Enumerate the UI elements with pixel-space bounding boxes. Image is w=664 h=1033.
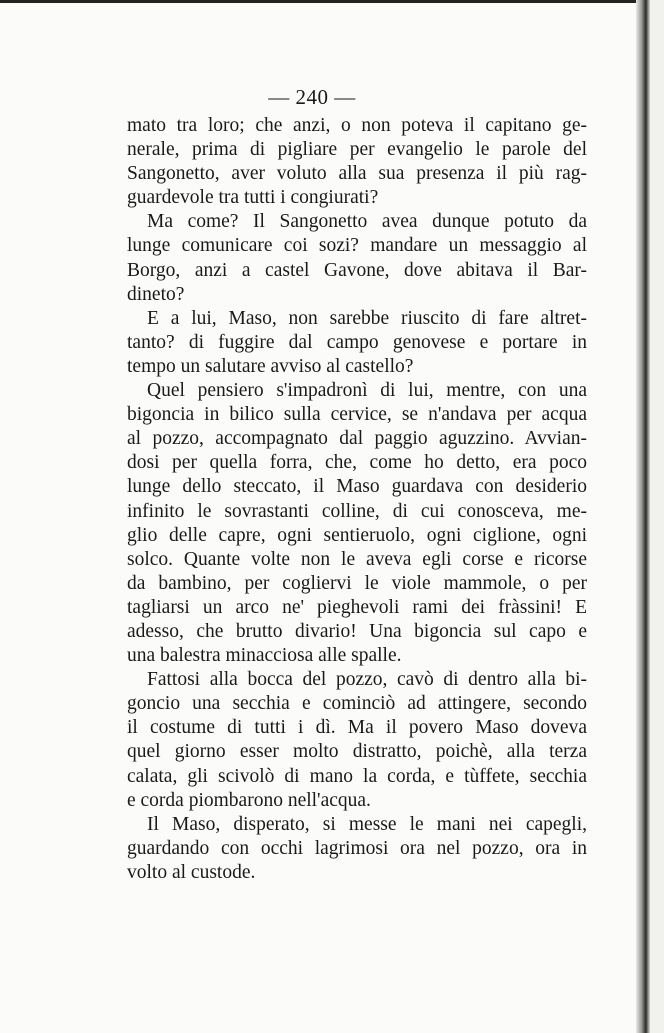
text-line: Il Maso, disperato, si messe le mani nei capegli,: [147, 813, 587, 835]
text-line: guardevole tra tutti i congiurati?: [127, 187, 379, 209]
scan-margin: [650, 0, 664, 1033]
text-line: al pozzo, accompagnato dal paggio aguzzino. Avvian-: [127, 428, 587, 450]
text-line: tagliarsi un arco ne' pieghevoli rami dei fràssini! E: [127, 596, 587, 618]
text-line: Borgo, anzi a castel Gavone, dove abitava il Bar-: [127, 259, 587, 281]
text-line: E a lui, Maso, non sarebbe riuscito di fare altret-: [147, 307, 587, 329]
text-line: quel giorno esser molto distratto, poichè, alla terza: [127, 741, 587, 763]
text-line: nerale, prima di pigliare per evangelio le parole del: [127, 139, 587, 161]
text-line: volto al custode.: [127, 861, 256, 883]
text-line: il costume di tutti i dì. Ma il povero Maso doveva: [127, 717, 587, 739]
text-line: e corda piombarono nell'acqua.: [127, 789, 371, 811]
text-line: Sangonetto, aver voluto alla sua presenza il più rag-: [127, 163, 587, 185]
text-line: bigoncia in bilico sulla cervice, se n'andava per acqua: [127, 404, 587, 426]
text-line: lunge dello steccato, il Maso guardava con desiderio: [127, 476, 587, 498]
text-line: goncio una secchia e cominciò ad attingere, secondo: [127, 693, 587, 715]
text-line: Fattosi alla bocca del pozzo, cavò di dentro alla bi-: [147, 669, 587, 691]
text-line: Ma come? Il Sangonetto avea dunque potuto da: [147, 211, 587, 233]
text-line: dosi per quella forra, che, come ho detto, era poco: [127, 452, 587, 474]
body-text: [127, 114, 587, 885]
text-line: adesso, che brutto divario! Una bigoncia sul capo e: [127, 620, 587, 642]
text-line: guardando con occhi lagrimosi ora nel pozzo, ora in: [127, 837, 587, 859]
text-line: una balestra minacciosa alle spalle.: [127, 645, 402, 667]
text-line: infinito le sovrastanti colline, di cui conosceva, me-: [127, 500, 587, 522]
text-line: solco. Quante volte non le aveva egli corse e ricorse: [127, 548, 587, 570]
text-line: lunge comunicare coi sozi? mandare un messaggio al: [127, 235, 587, 257]
top-page-edge: [0, 0, 636, 3]
text-line: calata, gli scivolò di mano la corda, e tùffete, secchia: [127, 765, 587, 787]
text-line: dineto?: [127, 283, 185, 305]
text-line: mato tra loro; che anzi, o non poteva il capitano ge-: [127, 115, 587, 136]
text-line: Quel pensiero s'impadronì di lui, mentre, con una: [147, 380, 587, 402]
text-line: tempo un salutare avviso al castello?: [127, 355, 414, 377]
text-line: tanto? di fuggire dal campo genovese e portare in: [127, 331, 587, 353]
text-line: glio delle capre, ogni sentieruolo, ogni ciglione, ogni: [127, 524, 587, 546]
text-line: da bambino, per cogliervi le viole mammole, o per: [127, 572, 587, 594]
page-number: — 240 —: [268, 85, 356, 109]
page-gutter-edge: [636, 0, 650, 1033]
